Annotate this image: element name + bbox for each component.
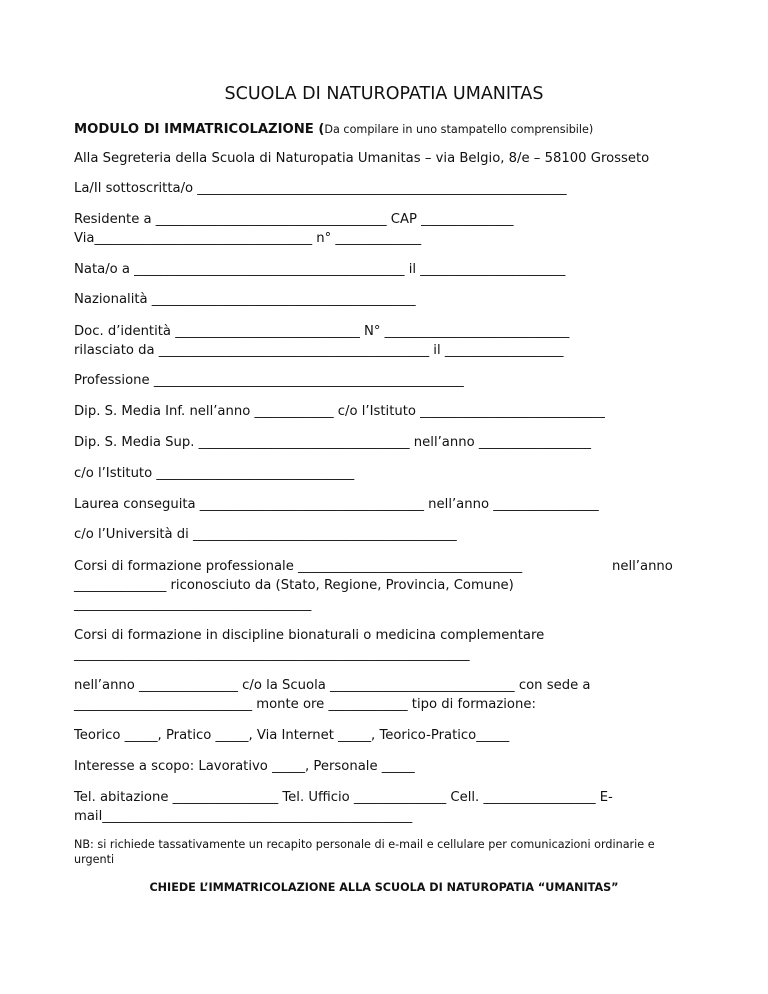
field-professione[interactable]: Professione _______________________________________________ — [74, 373, 464, 388]
field-corsi-bionaturali[interactable]: ____________________________________________________________ — [74, 647, 470, 662]
field-dip-media-inf[interactable]: Dip. S. Media Inf. nell’anno ____________ c/o l’Istituto ____________________________ — [74, 404, 605, 419]
field-telefoni[interactable]: Tel. abitazione ________________ Tel. Ufficio ______________ Cell. _________________ E- — [74, 790, 613, 805]
field-sottoscritto[interactable]: La/Il sottoscritta/o ________________________________________________________ — [74, 181, 567, 196]
address-line: Alla Segreteria della Scuola di Naturopatia Umanitas – via Belgio, 8/e – 58100 Grosseto — [74, 151, 650, 166]
form-heading-note: Da compilare in uno stampatello comprensibile) — [324, 123, 594, 136]
field-email[interactable]: mail_______________________________________________ — [74, 809, 413, 824]
field-documento[interactable]: Doc. d’identità ____________________________ N° ____________________________ — [74, 324, 570, 339]
field-interesse[interactable]: Interesse a scopo: Lavorativo _____, Personale _____ — [74, 759, 415, 774]
field-corsi-professionali-riconosciuto[interactable]: ______________ riconosciuto da (Stato, Regione, Provincia, Comune) — [74, 578, 514, 593]
form-heading-bold: MODULO DI IMMATRICOLAZIONE ( — [74, 122, 325, 137]
field-via[interactable]: Via_________________________________ n° _____________ — [74, 231, 422, 246]
nb-note-line2: urgenti — [74, 853, 115, 866]
field-nato[interactable]: Nata/o a _________________________________________ il ______________________ — [74, 262, 566, 277]
field-anno-scuola[interactable]: nell’anno _______________ c/o la Scuola ____________________________ con sede a — [74, 678, 591, 693]
school-title: SCUOLA DI NATUROPATIA UMANITAS — [224, 84, 544, 104]
field-istituto[interactable]: c/o l’Istituto ______________________________ — [74, 466, 355, 481]
field-rilasciato[interactable]: rilasciato da _________________________________________ il __________________ — [74, 343, 564, 358]
field-corsi-professionali-anno: nell’anno — [612, 559, 673, 574]
field-nazionalita[interactable]: Nazionalità ________________________________________ — [74, 292, 416, 307]
nb-note-line1: NB: si richiede tassativamente un recapito personale di e-mail e cellulare per comunicazioni ordinarie e — [74, 838, 655, 851]
field-laurea[interactable]: Laurea conseguita __________________________________ nell’anno ________________ — [74, 497, 599, 512]
field-corsi-professionali-extra[interactable]: ____________________________________ — [74, 597, 312, 612]
field-tipo-formazione[interactable]: Teorico _____, Pratico _____, Via Internet _____, Teorico-Pratico_____ — [74, 728, 510, 743]
form-heading — [74, 121, 593, 139]
field-corsi-bionaturali-label: Corsi di formazione in discipline bionaturali o medicina complementare — [74, 628, 545, 643]
field-dip-media-sup[interactable]: Dip. S. Media Sup. ________________________________ nell’anno _________________ — [74, 435, 591, 450]
field-corsi-professionali[interactable]: Corsi di formazione professionale __________________________________ — [74, 559, 523, 574]
field-residente[interactable]: Residente a ___________________________________ CAP ______________ — [74, 212, 514, 227]
closing-request: CHIEDE L’IMMATRICOLAZIONE ALLA SCUOLA DI NATUROPATIA “UMANITAS” — [149, 881, 619, 894]
field-universita[interactable]: c/o l’Università di ________________________________________ — [74, 527, 457, 542]
field-monte-ore[interactable]: ___________________________ monte ore ____________ tipo di formazione: — [74, 697, 536, 712]
